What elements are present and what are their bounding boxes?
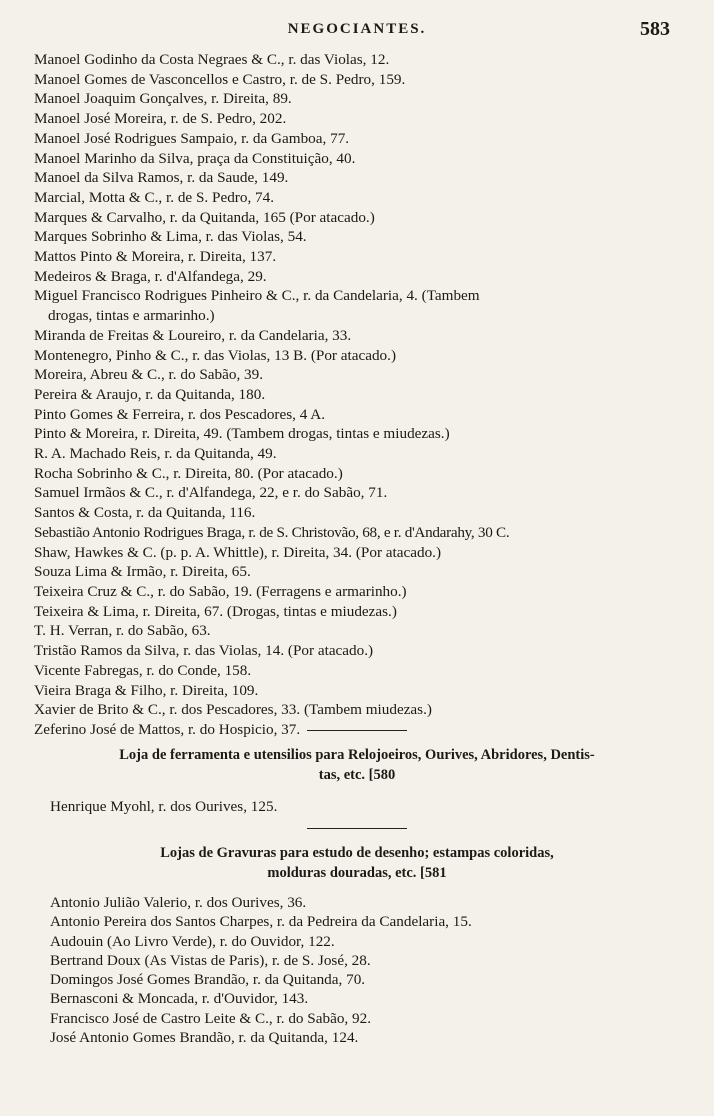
- list-item: Xavier de Brito & C., r. dos Pescadores, 33. (Tambem miudezas.): [34, 701, 432, 719]
- section-divider: [307, 730, 407, 731]
- merchant-list: [34, 50, 679, 740]
- section-heading-line: tas, etc. [580: [318, 767, 396, 783]
- list-item: Miranda de Freitas & Loureiro, r. da Candelaria, 33.: [34, 326, 352, 344]
- list-item: Manoel Joaquim Gonçalves, r. Direita, 89.: [34, 90, 292, 108]
- list-item: Marcial, Motta & C., r. de S. Pedro, 74.: [34, 188, 275, 206]
- list-item: Antonio Pereira dos Santos Charpes, r. da Pedreira da Candelaria, 15.: [50, 913, 472, 931]
- list-item: Francisco José de Castro Leite & C., r. do Sabão, 92.: [50, 1009, 371, 1027]
- list-item: Sebastião Antonio Rodrigues Braga, r. de S. Christovão, 68, e r. d'Andarahy, 30 C.: [34, 523, 510, 541]
- list-item: Manoel Marinho da Silva, praça da Constituição, 40.: [34, 149, 356, 167]
- section-heading: [70, 843, 644, 883]
- list-item: Manoel da Silva Ramos, r. da Saude, 149.: [34, 169, 289, 187]
- list-item: Rocha Sobrinho & C., r. Direita, 80. (Por atacado.): [34, 464, 343, 482]
- list-item: Domingos José Gomes Brandão, r. da Quitanda, 70.: [50, 971, 366, 989]
- list-item: Manoel José Moreira, r. de S. Pedro, 202.: [34, 110, 287, 128]
- list-item: Pinto Gomes & Ferreira, r. dos Pescadores, 4 A.: [34, 405, 326, 423]
- section-tool-shops: [0, 730, 714, 816]
- list-item: Mattos Pinto & Moreira, r. Direita, 137.: [34, 248, 277, 266]
- list-item-continuation: drogas, tintas e armarinho.): [48, 307, 215, 325]
- list-item: Santos & Costa, r. da Quitanda, 116.: [34, 504, 256, 522]
- list-item: Pinto & Moreira, r. Direita, 49. (Tambem drogas, tintas e miudezas.): [34, 425, 450, 443]
- section-heading-line: molduras douradas, etc. [581: [267, 865, 447, 881]
- section-list: [50, 893, 714, 1047]
- page-header: [0, 18, 714, 44]
- list-item: Manoel José Rodrigues Sampaio, r. da Gamboa, 77.: [34, 129, 350, 147]
- list-item: R. A. Machado Reis, r. da Quitanda, 49.: [34, 445, 277, 463]
- list-item: Tristão Ramos da Silva, r. das Violas, 14. (Por atacado.): [34, 642, 374, 660]
- section-divider: [307, 828, 407, 829]
- section-heading-line: Loja de ferramenta e utensilios para Relojoeiros, Ourives, Abridores, Dentis-: [119, 747, 595, 763]
- running-title: NEGOCIANTES.: [287, 21, 427, 37]
- list-item: Bernasconi & Moncada, r. d'Ouvidor, 143.: [50, 990, 309, 1008]
- list-item: Zeferino José de Mattos, r. do Hospicio, 37.: [34, 720, 301, 738]
- section-heading: [70, 745, 644, 785]
- list-item: Montenegro, Pinho & C., r. das Violas, 13 B. (Por atacado.): [34, 346, 396, 364]
- section-heading-line: Lojas de Gravuras para estudo de desenho; estampas coloridas,: [160, 845, 554, 861]
- section-engraving-shops: [0, 828, 714, 1047]
- list-item: Pereira & Araujo, r. da Quitanda, 180.: [34, 385, 266, 403]
- list-item: Shaw, Hawkes & C. (p. p. A. Whittle), r. Direita, 34. (Por atacado.): [34, 543, 442, 561]
- list-item: Antonio Julião Valerio, r. dos Ourives, 36.: [50, 894, 307, 911]
- list-item: Teixeira Cruz & C., r. do Sabão, 19. (Ferragens e armarinho.): [34, 582, 407, 600]
- list-item: Henrique Myohl, r. dos Ourives, 125.: [50, 798, 278, 815]
- list-item: Marques & Carvalho, r. da Quitanda, 165 (Por atacado.): [34, 208, 375, 226]
- list-item: Moreira, Abreu & C., r. do Sabão, 39.: [34, 366, 264, 384]
- list-item: Manoel Gomes de Vasconcellos e Castro, r. de S. Pedro, 159.: [34, 70, 406, 88]
- list-item: T. H. Verran, r. do Sabão, 63.: [34, 622, 211, 640]
- list-item: Souza Lima & Irmão, r. Direita, 65.: [34, 563, 251, 581]
- list-item: José Antonio Gomes Brandão, r. da Quitanda, 124.: [50, 1029, 359, 1047]
- list-item: Samuel Irmãos & C., r. d'Alfandega, 22, e r. do Sabão, 71.: [34, 484, 388, 502]
- list-item: Teixeira & Lima, r. Direita, 67. (Drogas, tintas e miudezas.): [34, 602, 397, 620]
- list-item: Manoel Godinho da Costa Negraes & C., r. das Violas, 12.: [34, 51, 390, 68]
- list-item: Audouin (Ao Livro Verde), r. do Ouvidor, 122.: [50, 932, 335, 950]
- list-item: Marques Sobrinho & Lima, r. das Violas, 54.: [34, 228, 307, 246]
- list-item: Vicente Fabregas, r. do Conde, 158.: [34, 661, 252, 679]
- section-list: [50, 797, 714, 816]
- list-item: Miguel Francisco Rodrigues Pinheiro & C., r. da Candelaria, 4. (Tambem: [34, 287, 480, 305]
- page-number: 583: [640, 18, 670, 40]
- list-item: Bertrand Doux (As Vistas de Paris), r. de S. José, 28.: [50, 951, 371, 969]
- list-item: Medeiros & Braga, r. d'Alfandega, 29.: [34, 267, 267, 285]
- list-item: Vieira Braga & Filho, r. Direita, 109.: [34, 681, 259, 699]
